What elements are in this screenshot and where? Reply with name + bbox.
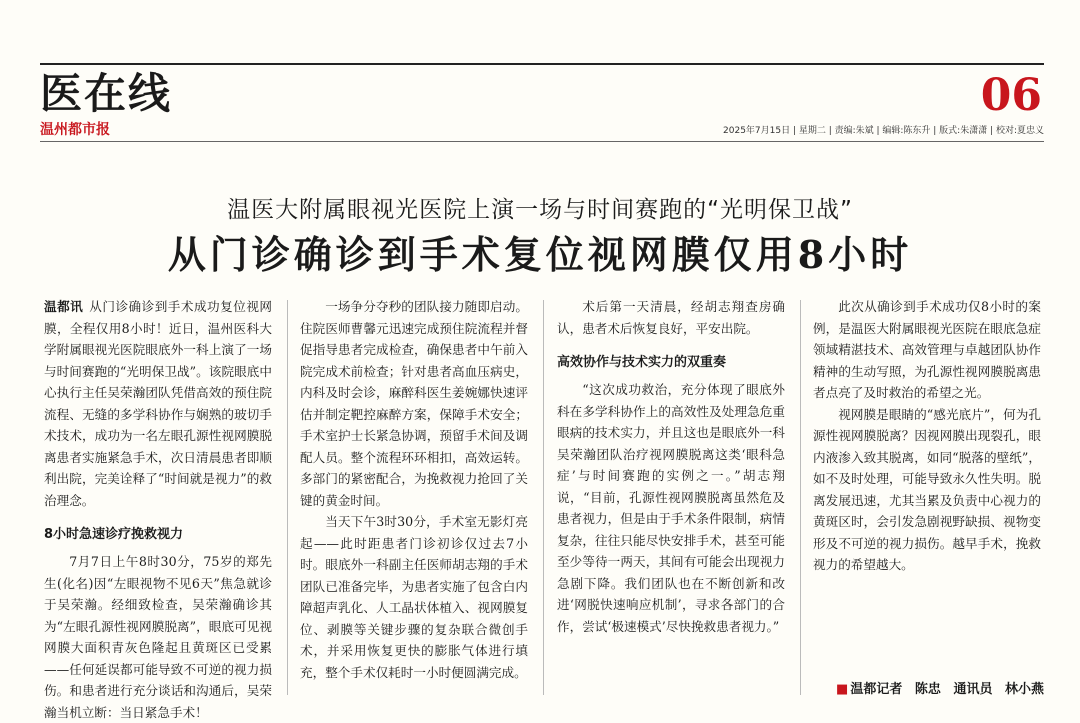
article-headline: 从门诊确诊到手术复位视网膜仅用8小时 (167, 232, 913, 277)
paragraph-3: 一场争分夺秒的团队接力随即启动。住院医师曹馨元迅速完成预住院流程并督促指导患者完成检查，确保患者中午前入院完成术前检查；针对患者高血压病史，内科及时会诊，麻醉科医生姜婉娜快速评估并制定靶控麻醉方案，保障手术安全；手术室护士长紧急协调，预留手术间及调配人员。整个流程环环相扣，高效运转。多部门的紧密配合，为挽救视力抢回了关键的黄金时间。 (300, 299, 528, 508)
column-divider (800, 300, 801, 695)
paragraph-8: 视网膜是眼睛的“感光底片”，何为孔源性视网膜脱离？因视网膜出现裂孔，眼内液渗入致其脱离，如同“脱落的壁纸”，如不及时处理，可能导致永久性失明。脱离发展迅速，尤其当累及负责中心视力的黄斑区时，会引发急剧视野缺损、视物变形及不可逆的视力损伤。越早手术，挽救视力的希望越大。 (813, 406, 1041, 572)
section-name: 医在线 (40, 69, 173, 118)
header-top-rule (40, 63, 1044, 65)
column-divider (287, 300, 288, 695)
article-column-3 (557, 296, 785, 706)
article-kicker: 温医大附属眼视光医院上演一场与时间赛跑的“光明保卫战” (227, 197, 853, 223)
article-column-1 (44, 296, 273, 720)
paragraph-1: 从门诊确诊到手术成功复位视网膜，全程仅用8小时！近日，温州医科大学附属眼视光医院眼底外一科上演了一场与时间赛跑的“光明保卫战”。该院眼底中心执行主任吴荣瀚团队凭借高效的预住院流程、无缝的多学科协作与娴熟的玻切手术技术，成功为一名左眼孔源性视网膜脱离患者实施紧急手术，次日清晨患者即顺利出院，完美诠释了“时间就是视力”的救治理念。 (44, 299, 273, 508)
article-column-4 (813, 296, 1041, 706)
column-divider (543, 300, 544, 695)
subhead-1: 8小时急速诊疗挽救视力 (44, 527, 184, 542)
paper-name: 温州都市报 (40, 122, 110, 138)
paragraph-2: 7月7日上午8时30分，75岁的郑先生(化名)因“左眼视物不见6天”焦急就诊于吴荣瀚。经细致检查，吴荣瀚确诊其为“左眼孔源性视网膜脱离”，眼底可见视网膜大面积青灰色隆起且黄斑区已受累——任何延误都可能导致不可逆的视力损伤。和患者进行充分谈话和沟通后，吴荣瀚当机立断：当日紧急手术！ (44, 554, 272, 720)
paragraph-6: “这次成功救治，充分体现了眼底外科在多学科协作上的高效性及处理急危重眼病的技术实力，并且这也是眼底外一科吴荣瀚团队治疗视网膜脱离这类‘眼科急症’与时间赛跑的实例之一。”胡志翔说，“目前，孔源性视网膜脱离虽然危及患者视力，但是由于手术条件限制，病情复杂，往往只能尽快安排手术，甚至可能至少等待一两天，其间有可能会出现视力急剧下降。我们团队也在不断创新和改进‘网脱快速响应机制’，寻求各部门的合作，尝试‘极速模式’尽快挽救患者视力。” (557, 382, 785, 634)
lead-paragraph (44, 296, 272, 511)
byline-reporter: 陈忠 (914, 682, 941, 697)
byline-contributor-role: 通讯员 (953, 682, 993, 697)
byline-reporter-role: 温都记者 (850, 682, 903, 697)
paragraph-7: 此次从确诊到手术成功仅8小时的案例，是温医大附属眼视光医院在眼底急症领域精湛技术、高效管理与卓越团队协作精神的生动写照，为孔源性视网膜脱离患者点亮了及时救治的希望之光。 (813, 299, 1041, 400)
byline-mark: ■ (836, 682, 849, 697)
header-bottom-rule (40, 141, 1044, 142)
byline (836, 680, 1044, 700)
subhead-2: 高效协作与技术实力的双重奏 (557, 355, 727, 370)
byline-contributor: 林小燕 (1004, 682, 1044, 697)
page-meta: 2025年7月15日 | 星期二 | 责编:朱斌 | 编辑:陈东升 | 版式:朱潇潇 | 校对:夏忠义 (723, 126, 1044, 136)
page-number: 06 (980, 70, 1042, 121)
paragraph-4: 当天下午3时30分，手术室无影灯亮起——此时距患者门诊初诊仅过去7小时。眼底外一科副主任医师胡志翔的手术团队已准备完毕，为患者实施了包含白内障超声乳化、人工晶状体植入、视网膜复位、剥膜等关键步骤的复杂联合微创手术，并采用恢复更快的膨胀气体进行填充，整个手术仅耗时一小时便圆满完成。 (300, 514, 528, 680)
dateline: 温都讯 (44, 299, 84, 314)
article-column-2 (300, 296, 528, 706)
paragraph-5: 术后第一天清晨，经胡志翔查房确认，患者术后恢复良好，平安出院。 (557, 299, 785, 336)
